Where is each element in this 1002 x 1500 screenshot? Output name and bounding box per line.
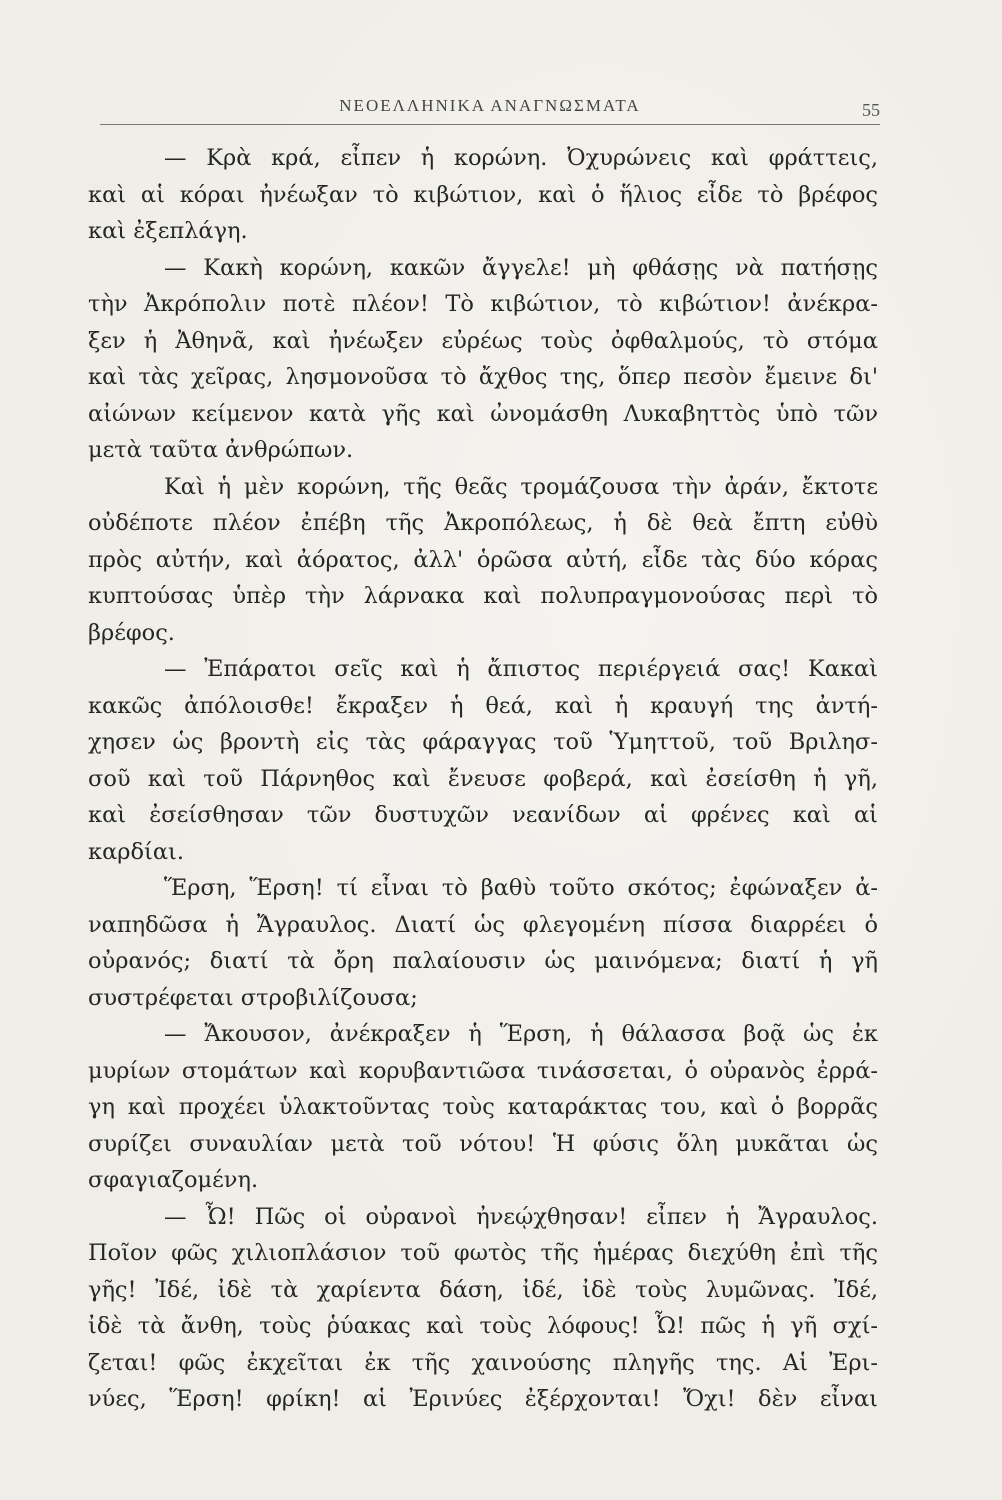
- text-line: οὐδέποτε πλέον ἐπέβη τῆς Ἀκροπόλεως, ἡ δὲ θεὰ ἔπτη εὐθὺ: [88, 510, 878, 536]
- text-line: καὶ ἐξεπλάγη.: [88, 218, 248, 244]
- text-line: καρδίαι.: [88, 838, 185, 865]
- text-line: — Ἐπάρατοι σεῖς καὶ ἡ ἄπιστος περιέργειά σας! Κακαὶ: [164, 656, 878, 682]
- text-line: ἰδὲ τὰ ἄνθη, τοὺς ῥύακας καὶ τοὺς λόφους! Ὦ! πῶς ἡ γῆ σχί-: [88, 1313, 878, 1339]
- text-line: χησεν ὡς βροντὴ εἰς τὰς φάραγγας τοῦ Ὑμηττοῦ, τοῦ Βριλησ-: [88, 729, 878, 755]
- text-line: καὶ ἐσείσθησαν τῶν δυστυχῶν νεανίδων αἱ φρένες καὶ αἱ: [88, 802, 878, 828]
- text-line: Ποῖον φῶς χιλιοπλάσιον τοῦ φωτὸς τῆς ἡμέρας διεχύθη ἐπὶ τῆς: [88, 1240, 878, 1266]
- page-header: [100, 88, 880, 125]
- text-line: γῆς! Ἰδέ, ἰδὲ τὰ χαρίεντα δάση, ἰδέ, ἰδὲ τοὺς λυμῶνας. Ἰδέ,: [88, 1276, 878, 1303]
- text-line: γη καὶ προχέει ὑλακτοῦντας τοὺς καταράκτας του, καὶ ὁ βορρᾶς: [88, 1094, 878, 1120]
- text-line: — Ὦ! Πῶς οἱ οὐρανοὶ ἠνεῴχθησαν! εἶπεν ἡ Ἄγραυλος.: [164, 1203, 878, 1230]
- running-head: ΝΕΟΕΛΛΗΝΙΚΑ ΑΝΑΓΝΩΣΜΑΤΑ: [339, 96, 641, 115]
- text-line: καὶ τὰς χεῖρας, λησμονοῦσα τὸ ἄχθος της, ὅπερ πεσὸν ἔμεινε δι': [88, 364, 878, 390]
- text-line: κυπτούσας ὑπὲρ τὴν λάρνακα καὶ πολυπραγμονούσας περὶ τὸ: [88, 583, 878, 609]
- text-line: Καὶ ἡ μὲν κορώνη, τῆς θεᾶς τρομάζουσα τὴν ἀράν, ἔκτοτε: [164, 473, 878, 500]
- text-line: — Ἄκουσον, ἀνέκραξεν ἡ Ἕρση, ἡ θάλασσα βοᾷ ὡς ἐκ: [164, 1021, 878, 1047]
- text-line: — Κρὰ κρά, εἶπεν ἡ κορώνη. Ὀχυρώνεις καὶ φράττεις,: [164, 145, 878, 171]
- text-line: νύες, Ἕρση! φρίκη! αἱ Ἐρινύες ἐξέρχονται! Ὄχι! δὲν εἶναι: [88, 1386, 878, 1412]
- text-line: σφαγιαζομένη.: [88, 1167, 259, 1193]
- text-line: ναπηδῶσα ἡ Ἄγραυλος. Διατί ὡς φλεγομένη πίσσα διαρρέει ὁ: [88, 911, 878, 938]
- text-line: συρίζει συναυλίαν μετὰ τοῦ νότου! Ἡ φύσις ὅλη μυκᾶται ὡς: [88, 1130, 878, 1157]
- text-line: οὐρανός; διατί τὰ ὄρη παλαίουσιν ὡς μαινόμενα; διατί ἡ γῆ: [88, 948, 878, 974]
- text-line: μετὰ ταῦτα ἀνθρώπων.: [88, 437, 354, 463]
- text-line: Ἕρση, Ἕρση! τί εἶναι τὸ βαθὺ τοῦτο σκότος; ἐφώναξεν ἀ-: [164, 875, 878, 901]
- text-line: σοῦ καὶ τοῦ Πάρνηθος καὶ ἔνευσε φοβερά, καὶ ἐσείσθη ἡ γῆ,: [88, 765, 878, 792]
- text-line: πρὸς αὐτήν, καὶ ἀόρατος, ἀλλ' ὁρῶσα αὐτή, εἶδε τὰς δύο κόρας: [88, 546, 878, 573]
- text-line: κακῶς ἀπόλοισθε! ἔκραξεν ἡ θεά, καὶ ἡ κραυγή της ἀντή-: [88, 692, 878, 719]
- text-line: — Κακὴ κορώνη, κακῶν ἄγγελε! μὴ φθάσῃς νὰ πατήσῃς: [164, 254, 878, 281]
- text-line: καὶ αἱ κόραι ἠνέωξαν τὸ κιβώτιον, καὶ ὁ ἥλιος εἶδε τὸ βρέφος: [88, 181, 878, 208]
- text-line: συστρέφεται στροβιλίζουσα;: [88, 984, 418, 1011]
- text-line: ξεν ἡ Ἀθηνᾶ, καὶ ἠνέωξεν εὐρέως τοὺς ὀφθαλμούς, τὸ στόμα: [88, 327, 878, 354]
- page-number: 55: [862, 100, 880, 120]
- text-line: βρέφος.: [88, 619, 175, 646]
- text-line: ζεται! φῶς ἐκχεῖται ἐκ τῆς χαινούσης πληγῆς της. Αἱ Ἐρι-: [88, 1349, 878, 1376]
- text-line: μυρίων στομάτων καὶ κορυβαντιῶσα τινάσσεται, ὁ οὐρανὸς ἐρρά-: [88, 1057, 878, 1084]
- text-line: τὴν Ἀκρόπολιν ποτὲ πλέον! Τὸ κιβώτιον, τὸ κιβώτιον! ἀνέκρα-: [88, 291, 878, 317]
- text-line: αἰώνων κείμενον κατὰ γῆς καὶ ὠνομάσθη Λυκαβηττὸς ὑπὸ τῶν: [88, 400, 878, 427]
- body-text: [88, 140, 878, 1418]
